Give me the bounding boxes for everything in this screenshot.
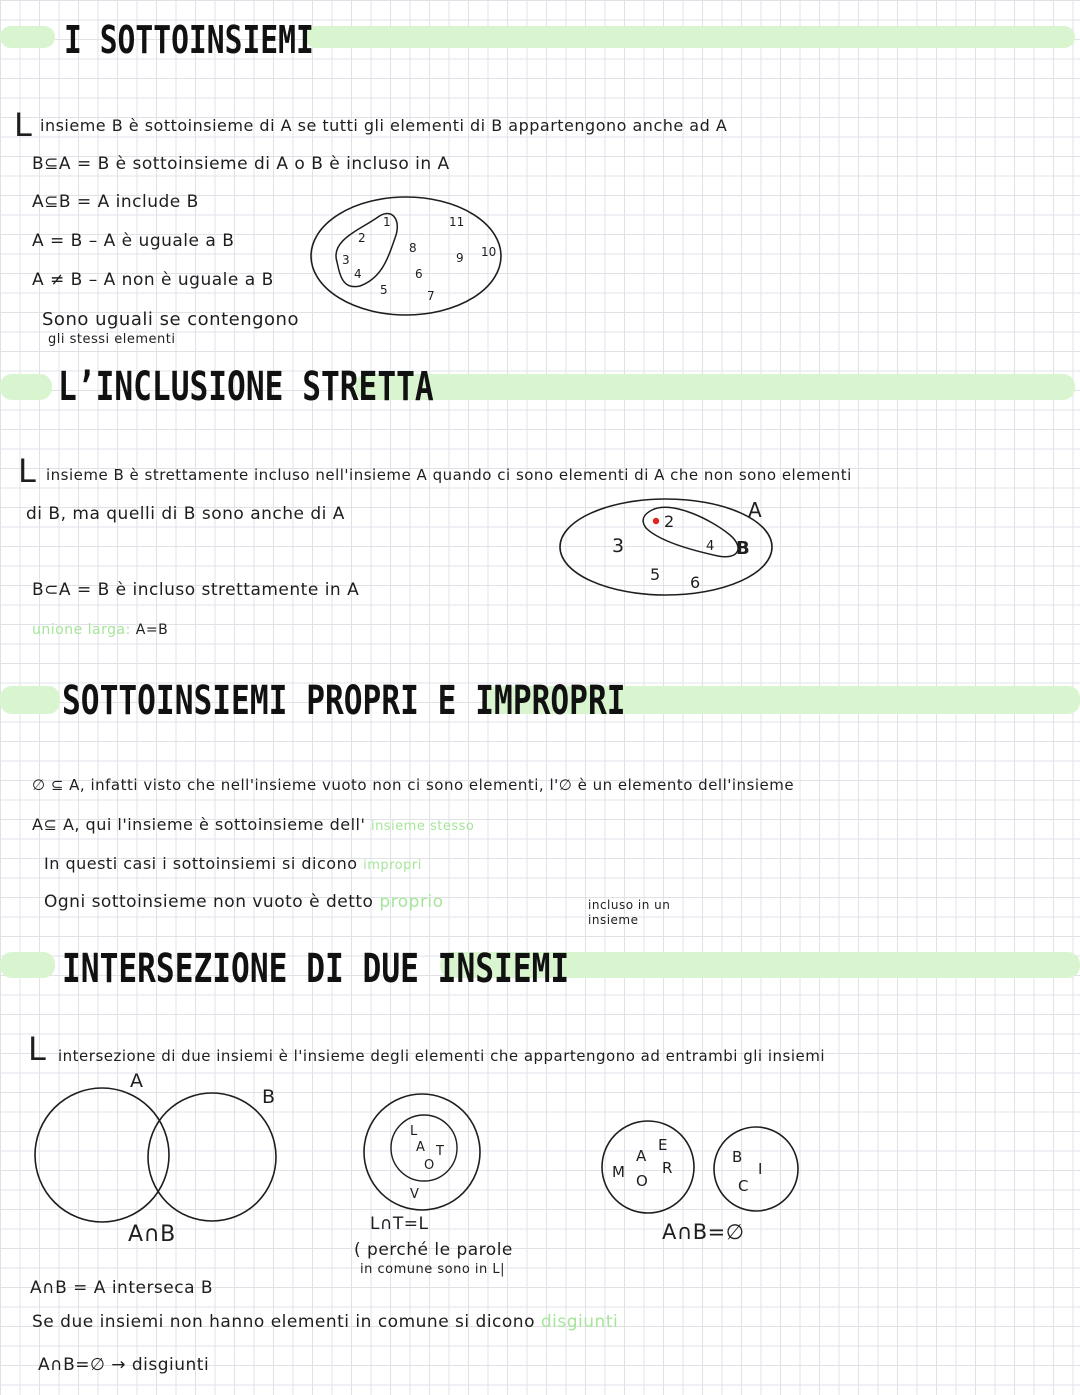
s1-el-3: 3 — [342, 253, 350, 267]
section-title-propri: SOTTOINSIEMI PROPRI E IMPROPRI — [62, 678, 626, 724]
venn-circle-B — [148, 1093, 276, 1221]
s2-el-4: 4 — [706, 539, 715, 554]
ex2-letter-l: L — [410, 1124, 418, 1139]
s4-disjoint-green: disgiunti — [540, 1312, 619, 1332]
s1-el-8: 8 — [409, 241, 417, 255]
ex2-letter-t: T — [436, 1144, 445, 1159]
s2-label-A: A — [748, 498, 762, 522]
s2-el-3: 3 — [612, 535, 625, 557]
ex2-formula: L∩T=L — [370, 1214, 429, 1234]
ex2-note-2: in comune sono in L| — [360, 1262, 506, 1277]
s2-label-B: B — [736, 538, 750, 559]
s2-definition-2: di B, ma quelli di B sono anche di A — [26, 504, 345, 524]
s1-def-initial: L — [14, 106, 33, 144]
ex3-letter-i: I — [758, 1160, 763, 1178]
s3-proper-green: proprio — [379, 892, 444, 912]
venn-label-A: A — [130, 1070, 144, 1092]
s1-line-same: Sono uguali se contengono — [42, 309, 299, 330]
s3-self-green: insieme stesso — [370, 819, 475, 834]
s1-line-elements: gli stessi elementi — [48, 332, 176, 347]
s3-note-2: insieme — [588, 913, 639, 927]
section-title-inclusione: L’INCLUSIONE STRETTA — [58, 364, 434, 410]
s1-line-subset: B⊆A = B è sottoinsieme di A o B è incluso in A — [32, 154, 450, 174]
s3-improper-text: In questi casi i sottoinsiemi si dicono — [44, 854, 358, 873]
s1-line-equal: A = B – A è uguale a B — [32, 231, 235, 251]
venn-circle-A — [35, 1088, 169, 1222]
s2-inner-set — [643, 507, 738, 556]
s1-el-1: 1 — [383, 215, 391, 229]
s4-definition: intersezione di due insiemi è l'insieme degli elementi che appartengono ad entrambi gli insiemi — [58, 1047, 826, 1065]
ex2-letter-a: A — [416, 1140, 426, 1155]
s1-el-7: 7 — [427, 289, 435, 303]
ex3-circle-B — [714, 1127, 798, 1211]
section-title-intersezione: INTERSEZIONE DI DUE INSIEMI — [62, 946, 570, 992]
ex3-letter-o: O — [636, 1172, 649, 1190]
ex2-letter-o: O — [424, 1158, 435, 1173]
s3-line-empty: ∅ ⊆ A, infatti visto che nell'insieme vuoto non ci sono elementi, l'∅ è un elemento dell'insieme — [32, 776, 795, 794]
s2-def-initial: L — [18, 452, 37, 490]
s3-proper-text: Ogni sottoinsieme non vuoto è detto — [44, 892, 374, 912]
s2-union-green: unione larga: — [32, 622, 131, 638]
s2-el-2: 2 — [664, 512, 675, 531]
ex2-inner-circle — [391, 1115, 457, 1181]
ex3-letter-b: B — [732, 1148, 743, 1166]
s4-line-empty: A∩B=∅ → disgiunti — [38, 1355, 210, 1375]
s4-disjoint-text: Se due insiemi non hanno elementi in comune si dicono — [32, 1312, 535, 1332]
venn-intersection-label: A∩B — [128, 1222, 176, 1247]
s2-line-strict: B⊂A = B è incluso strettamente in A — [32, 580, 360, 600]
ex3-letter-e: E — [658, 1136, 668, 1154]
ex3-letter-c: C — [738, 1177, 749, 1195]
s1-el-9: 9 — [456, 251, 464, 265]
s2-red-dot — [653, 518, 659, 524]
ex3-letter-a: A — [636, 1147, 647, 1165]
ex3-letter-r: R — [662, 1159, 673, 1177]
s1-line-not-equal: A ≠ B – A non è uguale a B — [32, 270, 274, 290]
venn-label-B: B — [262, 1086, 276, 1108]
ex3-circle-A — [602, 1121, 694, 1213]
s4-def-initial: L — [28, 1030, 47, 1068]
ex2-note-1: ( perché le parole — [354, 1240, 513, 1260]
s2-el-6: 6 — [690, 573, 701, 592]
s1-el-2: 2 — [358, 231, 366, 245]
s1-outer-set — [311, 197, 501, 315]
s1-line-include: A⊆B = A include B — [32, 192, 199, 212]
s1-el-5: 5 — [380, 283, 388, 297]
s2-definition: insieme B è strettamente incluso nell'insieme A quando ci sono elementi di A che non sono elementi — [46, 466, 852, 484]
ex3-formula: A∩B=∅ — [662, 1220, 745, 1244]
s3-self-text: A⊆ A, qui l'insieme è sottoinsieme dell' — [32, 815, 366, 834]
s1-el-10: 10 — [481, 245, 497, 259]
ex3-letter-m: M — [612, 1163, 626, 1181]
s1-el-4: 4 — [354, 267, 362, 281]
s1-definition: insieme B è sottoinsieme di A se tutti gli elementi di B appartengono anche ad A — [40, 116, 728, 135]
s3-note-1: incluso in un — [588, 898, 671, 912]
ex2-outer-circle — [364, 1094, 480, 1210]
s2-union-rest: A=B — [135, 622, 169, 638]
s4-line-intersects: A∩B = A interseca B — [30, 1278, 214, 1298]
s3-improper-green: impropri — [363, 858, 422, 873]
ex2-letter-v: V — [410, 1187, 420, 1202]
s1-el-11: 11 — [449, 215, 465, 229]
s2-el-5: 5 — [650, 565, 661, 584]
section-title-sottoinsiemi: I SOTTOINSIEMI — [64, 18, 314, 62]
s1-el-6: 6 — [415, 267, 423, 281]
